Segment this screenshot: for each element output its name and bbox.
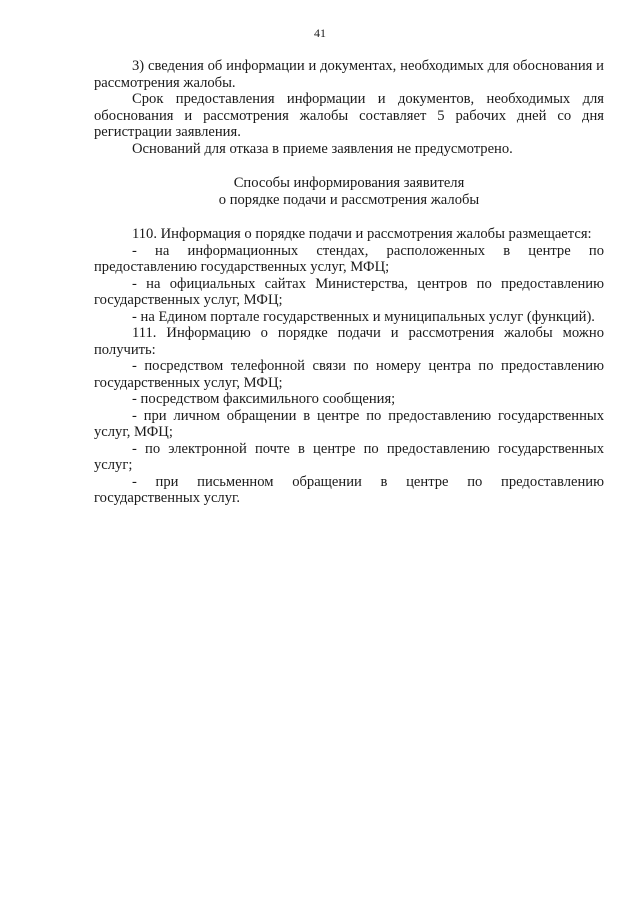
document-body xyxy=(94,58,604,507)
list-item: - при личном обращении в центре по предоставлению государственных услуг, МФЦ; xyxy=(94,407,604,440)
paragraph: 3) сведения об информации и документах, необходимых для обоснования и рассмотрения жалобы. xyxy=(94,58,604,91)
list-item: - посредством факсимильного сообщения; xyxy=(132,391,396,407)
page-number: 41 xyxy=(314,26,326,40)
list-item: - при письменном обращении в центре по предоставлению государственных услуг. xyxy=(94,473,604,506)
section-heading-line: Способы информирования заявителя xyxy=(233,175,465,191)
paragraph: Срок предоставления информации и документов, необходимых для обоснования и рассмотрения жалобы составляет 5 рабочих дней со дня регистрации заявления. xyxy=(94,91,604,140)
section-heading xyxy=(94,175,604,208)
list-item: - на Едином портале государственных и муниципальных услуг (функций). xyxy=(132,308,595,325)
paragraph: 110. Информация о порядке подачи и рассмотрения жалобы размещается: xyxy=(132,226,592,242)
list-item: - посредством телефонной связи по номеру центра по предоставлению государственных услуг, МФЦ; xyxy=(94,358,604,391)
list-item: - по электронной почте в центре по предоставлению государственных услуг; xyxy=(94,440,604,473)
list-item: - на официальных сайтах Министерства, центров по предоставлению государственных услуг, МФЦ; xyxy=(94,275,604,308)
paragraph: Оснований для отказа в приеме заявления не предусмотрено. xyxy=(132,140,513,157)
section-heading-line: о порядке подачи и рассмотрения жалобы xyxy=(218,191,480,208)
list-item: - на информационных стендах, расположенных в центре по предоставлению государственных услуг, МФЦ; xyxy=(94,242,604,275)
paragraph: 111. Информацию о порядке подачи и рассмотрения жалобы можно получить: xyxy=(94,325,604,358)
